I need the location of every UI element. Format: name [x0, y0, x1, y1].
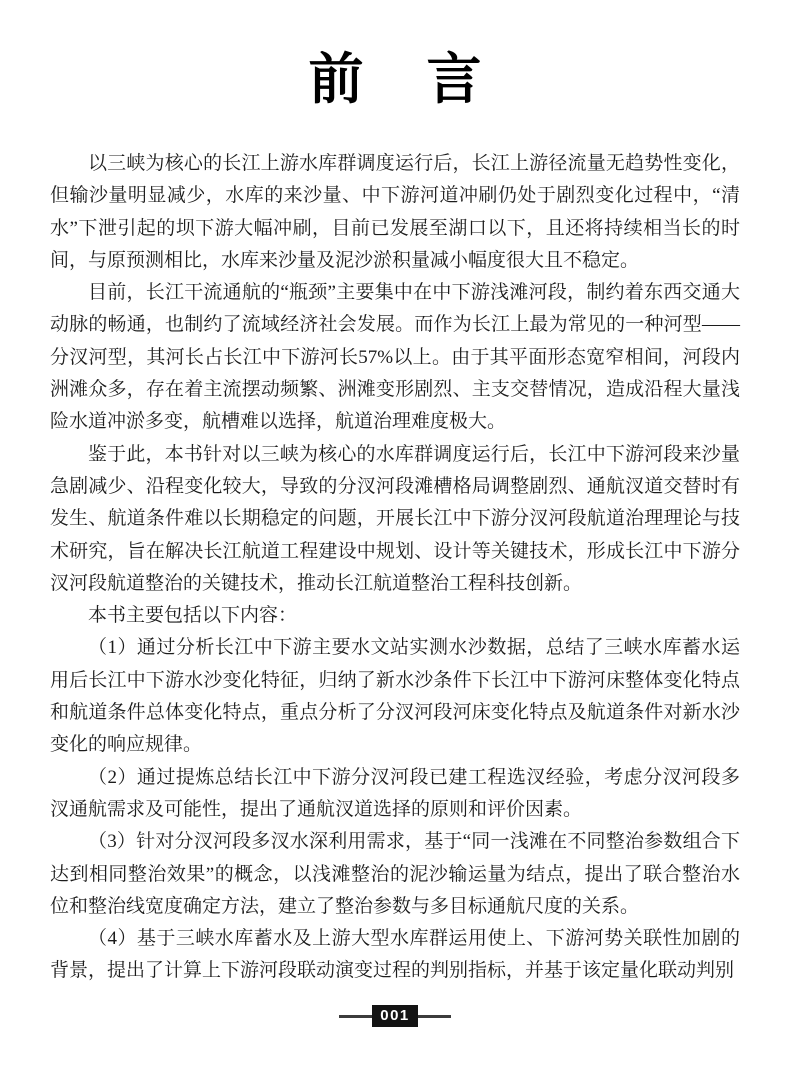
- page-title-char-1: 前: [308, 49, 364, 110]
- paragraph-2: 目前，长江干流通航的“瓶颈”主要集中在中下游浅滩河段，制约着东西交通大动脉的畅通，也制约了流域经济社会发展。而作为长江上最为常见的一种河型——分汊河型，其河长占长江中下游河长57%以上。由于其平面形态宽窄相间，河段内洲滩众多，存在着主流摆动频繁、洲滩变形剧烈、主支交替情况，造成沿程大量浅险水道冲淤多变，航槽难以选择，航道治理难度极大。: [50, 282, 740, 433]
- footer-rule-left: [339, 1015, 372, 1018]
- paragraph-8: （4）基于三峡水库蓄水及上游大型水库群运用使上、下游河势关联性加剧的背景，提出了计算上下游河段联动演变过程的判别指标，并基于该定量化联动判别: [50, 928, 740, 982]
- page-title: [0, 50, 790, 110]
- page-footer: [0, 1005, 790, 1027]
- paragraph-4: 本书主要包括以下内容：: [88, 605, 298, 627]
- preface-body: [50, 148, 740, 988]
- paragraph-3: 鉴于此，本书针对以三峡为核心的水库群调度运行后，长江中下游河段来沙量急剧减少、沿程变化较大，导致的分汊河段滩槽格局调整剧烈、通航汊道交替时有发生、航道条件难以长期稳定的问题，开展长江中下游分汊河段航道治理理论与技术研究，旨在解决长江航道工程建设中规划、设计等关键技术，形成长江中下游分汊河段航道整治的关键技术，推动长江航道整治工程科技创新。: [50, 443, 740, 594]
- paragraph-5: （1）通过分析长江中下游主要水文站实测水沙数据，总结了三峡水库蓄水运用后长江中下游水沙变化特征，归纳了新水沙条件下长江中下游河床整体变化特点和航道条件总体变化特点，重点分析了分汊河段河床变化特点及航道条件对新水沙变化的响应规律。: [50, 637, 740, 756]
- footer-rule-right: [418, 1015, 451, 1018]
- page-title-char-2: 言: [426, 49, 482, 110]
- page-number-badge: 001: [372, 1005, 418, 1027]
- paragraph-7: （3）针对分汊河段多汊水深利用需求，基于“同一浅滩在不同整治参数组合下达到相同整治效果”的概念，以浅滩整治的泥沙输运量为结点，提出了联合整治水位和整治线宽度确定方法，建立了整治参数与多目标通航尺度的关系。: [50, 831, 740, 917]
- paragraph-1: 以三峡为核心的长江上游水库群调度运行后，长江上游径流量无趋势性变化，但输沙量明显减少，水库的来沙量、中下游河道冲刷仍处于剧烈变化过程中，“清水”下泄引起的坝下游大幅冲刷，目前已发展至湖口以下，且还将持续相当长的时间，与原预测相比，水库来沙量及泥沙淤积量减小幅度很大且不稳定。: [50, 153, 740, 271]
- paragraph-6: （2）通过提炼总结长江中下游分汊河段已建工程选汊经验，考虑分汊河段多汊通航需求及可能性，提出了通航汊道选择的原则和评价因素。: [50, 766, 740, 820]
